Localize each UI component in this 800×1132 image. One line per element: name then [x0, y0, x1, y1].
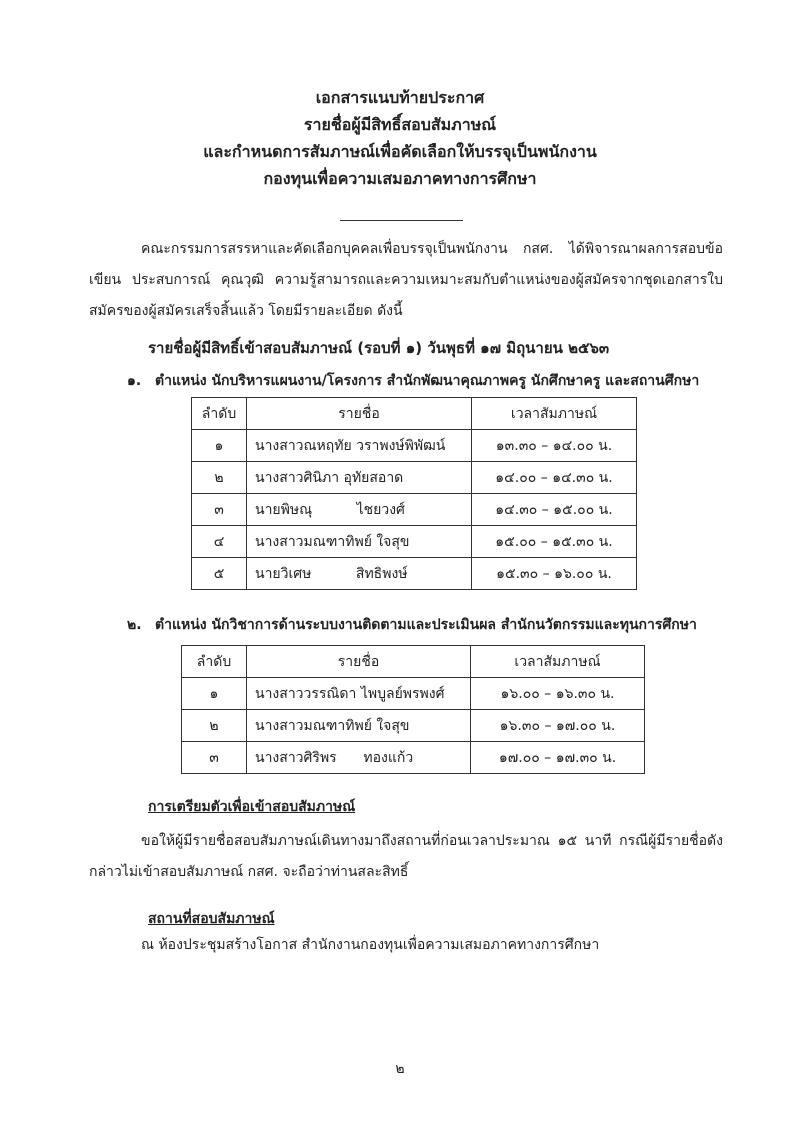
- name-cell: นางสาวศินิภา อุทัยสอาด: [247, 462, 472, 494]
- column-header-time: เวลาสัมภาษณ์: [472, 398, 637, 430]
- position-heading: [127, 370, 699, 392]
- title-line: เอกสารแนบท้ายประกาศ: [315, 88, 485, 107]
- order-cell: ๓: [182, 742, 247, 774]
- order-cell: ๑: [192, 430, 247, 462]
- column-header-name: รายชื่อ: [247, 398, 472, 430]
- order-cell: ๕: [192, 558, 247, 590]
- title-divider: [340, 220, 463, 221]
- table-header-row: [182, 646, 645, 678]
- table-row: [182, 710, 645, 742]
- name-cell: นางสาวศิริพร ทองแก้ว: [247, 742, 471, 774]
- time-cell: ๑๓.๓๐ – ๑๔.๐๐ น.: [472, 430, 637, 462]
- table-row: [192, 494, 637, 526]
- table-row: [192, 558, 637, 590]
- page-number: ๒: [395, 1061, 405, 1077]
- column-header-order: ลำดับ: [182, 646, 247, 678]
- order-cell: ๔: [192, 526, 247, 558]
- position-title: ตำแหน่ง นักวิชาการด้านระบบงานติดตามและประเมินผล สำนักนวัตกรรมและทุนการศึกษา: [155, 617, 697, 633]
- column-header-name: รายชื่อ: [247, 646, 471, 678]
- name-cell: นางสาววรรณิดา ไพบูลย์พรพงศ์: [247, 678, 471, 710]
- position-title: ตำแหน่ง นักบริหารแผนงาน/โครงการ สำนักพัฒนาคุณภาพครู นักศึกษาครู และสถานศึกษา: [155, 373, 700, 389]
- table-row: [192, 462, 637, 494]
- time-cell: ๑๔.๐๐ – ๑๔.๓๐ น.: [472, 462, 637, 494]
- time-cell: ๑๕.๐๐ – ๑๕.๓๐ น.: [472, 526, 637, 558]
- intro-text: คณะกรรมการสรรหาและคัดเลือกบุคคลเพื่อบรรจุเป็นพนักงาน กสศ. ได้พิจารณาผลการสอบข้อเขียน ประสบการณ์ คุณวุฒิ ความรู้สามารถและความเหมาะสมกับตำแหน่งของผู้สมัครจากชุดเอกสารใบสมัครของผู้สมัครเสร็จสิ้นแล้ว โดยมีรายละเอียด ดังนี้: [89, 241, 723, 319]
- time-cell: ๑๖.๐๐ – ๑๖.๓๐ น.: [471, 678, 645, 710]
- table-row: [192, 430, 637, 462]
- table-row: [182, 742, 645, 774]
- venue-text: ณ ห้องประชุมสร้างโอกาส สำนักงานกองทุนเพื่อความเสมอภาคทางการศึกษา: [141, 937, 600, 953]
- order-cell: ๒: [192, 462, 247, 494]
- table-row: [192, 526, 637, 558]
- title-line: กองทุนเพื่อความเสมอภาคทางการศึกษา: [263, 169, 537, 188]
- name-cell: นางสาวมณฑาทิพย์ ใจสุข: [247, 710, 471, 742]
- time-cell: ๑๗.๐๐ – ๑๗.๓๐ น.: [471, 742, 645, 774]
- title-line: และกำหนดการสัมภาษณ์เพื่อคัดเลือกให้บรรจุเป็นพนักงาน: [203, 142, 597, 161]
- schedule-table: [191, 397, 637, 590]
- position-number: ๒.: [127, 617, 142, 633]
- preparation-paragraph: [89, 826, 723, 888]
- intro-paragraph: [89, 234, 723, 327]
- preparation-heading: การเตรียมตัวเพื่อเข้าสอบสัมภาษณ์: [148, 799, 356, 815]
- name-cell: นายพิษณุ ไชยวงศ์: [247, 494, 472, 526]
- schedule-heading: รายชื่อผู้มีสิทธิ์เข้าสอบสัมภาษณ์ (รอบที่ ๑) วันพุธที่ ๑๗ มิถุนายน ๒๕๖๓: [148, 339, 610, 357]
- venue-heading: สถานที่สอบสัมภาษณ์: [148, 911, 275, 927]
- document-title: [0, 84, 800, 192]
- name-cell: นายวิเศษ สิทธิพงษ์: [247, 558, 472, 590]
- position-heading: [127, 614, 697, 636]
- order-cell: ๑: [182, 678, 247, 710]
- table-row: [182, 678, 645, 710]
- time-cell: ๑๔.๓๐ – ๑๕.๐๐ น.: [472, 494, 637, 526]
- table-header-row: [192, 398, 637, 430]
- time-cell: ๑๖.๓๐ – ๑๗.๐๐ น.: [471, 710, 645, 742]
- venue-paragraph: [89, 930, 723, 961]
- name-cell: นางสาวณหฤทัย วราพงษ์พิพัฒน์: [247, 430, 472, 462]
- name-cell: นางสาวมณฑาทิพย์ ใจสุข: [247, 526, 472, 558]
- order-cell: ๒: [182, 710, 247, 742]
- schedule-table: [181, 645, 645, 774]
- column-header-time: เวลาสัมภาษณ์: [471, 646, 645, 678]
- column-header-order: ลำดับ: [192, 398, 247, 430]
- position-number: ๑.: [127, 373, 142, 389]
- order-cell: ๓: [192, 494, 247, 526]
- title-line: รายชื่อผู้มีสิทธิ์สอบสัมภาษณ์: [303, 115, 497, 134]
- time-cell: ๑๕.๓๐ – ๑๖.๐๐ น.: [472, 558, 637, 590]
- preparation-text: ขอให้ผู้มีรายชื่อสอบสัมภาษณ์เดินทางมาถึงสถานที่ก่อนเวลาประมาณ ๑๕ นาที กรณีผู้มีรายชื่อดังกล่าวไม่เข้าสอบสัมภาษณ์ กสศ. จะถือว่าท่านสละสิทธิ์: [89, 833, 723, 880]
